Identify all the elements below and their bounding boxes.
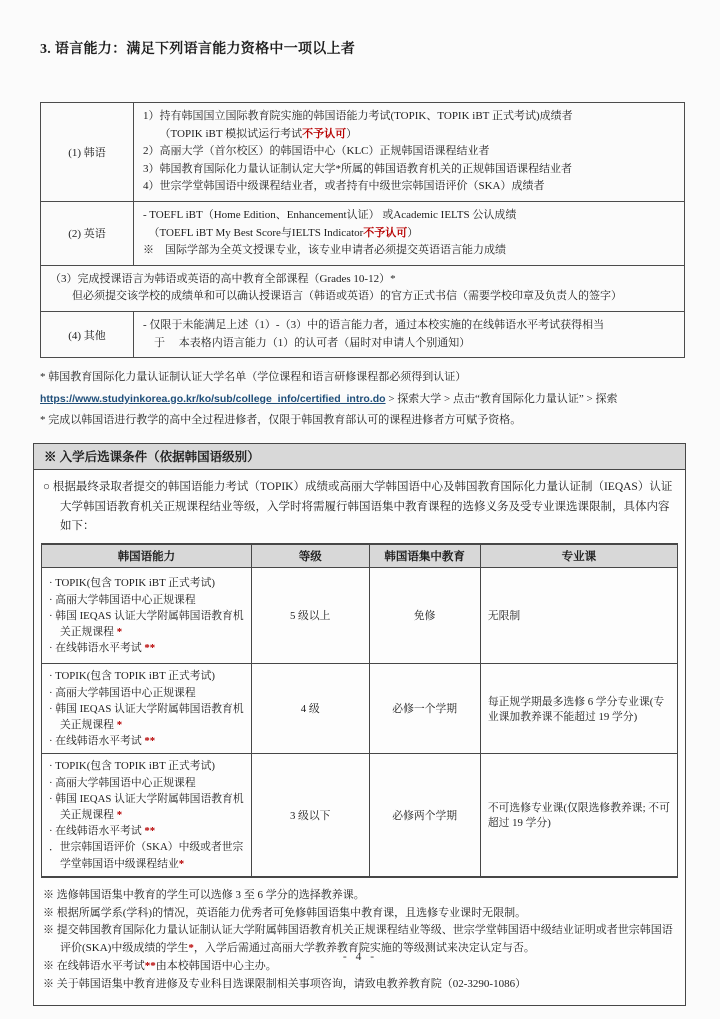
text-line: 1）持有韩国国立国际教育院实施的韩国语能力考试(TOPIK、TOPIK iBT 正式考试)成绩者: [143, 110, 573, 122]
column-header-intensive-education: 韩国语集中教育: [369, 544, 480, 568]
footnotes: [40, 367, 686, 431]
row-content-korean: [134, 103, 685, 202]
ability-cell: [42, 568, 252, 664]
level-cell: 5 级以上: [251, 568, 369, 664]
text-line: 2）高丽大学（首尔校区）的韩国语中心（KLC）正规韩国语课程结业者: [143, 145, 490, 158]
column-header-korean-ability: 韩国语能力: [42, 544, 252, 568]
footnote-korean-highschool: * 完成以韩国语进行教学的高中全过程进修者，仅限于韩国教育部认可的课程进修者方可赋予资格。: [40, 414, 522, 426]
table-row-level4: [42, 664, 678, 754]
page-number: - 4 -: [342, 951, 378, 963]
row-content-english: [134, 201, 685, 265]
row-label-english: (2) 英语: [41, 201, 134, 265]
text-line: ※ 国际学部为全英文授课专业，该专业申请者必须提交英语语言能力成绩: [143, 244, 506, 257]
intensive-cell: 必修两个学期: [369, 754, 480, 877]
level-cell: 4 级: [251, 664, 369, 754]
row-label-korean: (1) 韩语: [41, 103, 134, 202]
text-line: ※ 提交韩国教育国际化力量认证制认证大学附属韩国语教育机关正规课程结业等级、世宗学堂韩国语中级结业证明或者世宗韩国语评价(SKA)中级成绩的学生*，入学后需通过高丽大学教养教育院实施的等级测试来决定认定与否。: [43, 924, 673, 955]
row-content-other: [134, 311, 685, 357]
certified-universities-link[interactable]: https://www.studyinkorea.go.kr/ko/sub/college_info/certified_intro.do: [40, 392, 386, 405]
row-content-highschool: [41, 265, 685, 311]
table-row-korean: [41, 103, 685, 202]
major-cell: 不可选修专业课(仅限选修教养课; 不可超过 19 学分): [480, 754, 677, 877]
text-line: · TOPIK(包含 TOPIK iBT 正式考试): [49, 577, 215, 590]
table-header-row: [42, 544, 678, 568]
text-line: ※ 根据所属学系(学科)的情况，英语能力优秀者可免修韩国语集中教育课，且选修专业课时无限制。: [43, 906, 527, 919]
column-header-major-courses: 专业课: [480, 544, 677, 568]
language-qualification-table: [40, 102, 685, 358]
section-notes: [43, 887, 676, 994]
course-condition-table: [41, 543, 678, 877]
text-line: 4）世宗学堂韩国语中级课程结业者，或者持有中级世宗韩国语评价（SKA）成绩者: [143, 180, 545, 193]
level-cell: 3 级以下: [251, 754, 369, 877]
text-line: ※ 选修韩国语集中教育的学生可以选修 3 至 6 学分的选择教养课。: [43, 888, 365, 901]
table-row-level3-below: [42, 754, 678, 877]
text-line: · TOPIK(包含 TOPIK iBT 正式考试): [49, 670, 215, 683]
text-line: · 高丽大学韩国语中心正规课程: [49, 593, 196, 606]
course-selection-section: [33, 443, 686, 1005]
text-line: （3）完成授课语言为韩语或英语的高中教育全部课程（Grades 10-12）*: [50, 272, 396, 285]
major-cell: 无限制: [480, 568, 677, 664]
intensive-cell: 必修一个学期: [369, 664, 480, 754]
intensive-cell: 免修: [369, 568, 480, 664]
course-selection-body: [34, 470, 685, 1004]
table-row-level5: [42, 568, 678, 664]
page-title: 3. 语言能力：满足下列语言能力资格中一项以上者: [40, 42, 356, 57]
text-line: · TOPIK(包含 TOPIK iBT 正式考试): [49, 760, 215, 773]
column-header-level: 等级: [251, 544, 369, 568]
text-line: · 在线韩语水平考试 **: [49, 735, 156, 748]
footnote-link-line: [40, 389, 686, 410]
text-line: （TOPIK iBT 模拟试运行考试不予认可）: [143, 127, 358, 140]
text-line: · 高丽大学韩国语中心正规课程: [49, 686, 196, 699]
text-line: · 韩国 IEQAS 认证大学附属韩国语教育机关正规课程 *: [49, 702, 244, 731]
link-path-suffix: > 探索大学 > 点击“教育国际化力量认证” > 探索: [385, 392, 618, 405]
course-selection-header: ※ 入学后选课条件（依据韩国语级别）: [34, 444, 685, 470]
text-line: ．世宗韩国语评价（SKA）中级或者世宗学堂韩国语中级课程结业*: [49, 841, 244, 870]
text-line: （TOEFL iBT My Best Score与IELTS Indicator不予认可）: [143, 226, 419, 239]
text-line: ※ 关于韩国语集中教育进修及专业科目选课限制相关事项咨询，请致电教养教育院（02-3290-1086）: [43, 977, 527, 990]
text-line: ※ 在线韩语水平考试**由本校韩国语中心主办。: [43, 959, 277, 972]
text-line: - TOEFL iBT（Home Edition、Enhancement认证） 或Academic IELTS 公认成绩: [143, 208, 517, 221]
text-line: 于 本表格内语言能力（1）的认可者（届时对申请人个别通知）: [143, 336, 471, 349]
row-label-other: (4) 其他: [41, 311, 134, 357]
footnote-certified-list: * 韩国教育国际化力量认证制认证大学名单（学位课程和语言研修课程都必须得到认证）: [40, 371, 467, 384]
table-row-other: [41, 311, 685, 357]
ability-cell: [42, 754, 252, 877]
ability-cell: [42, 664, 252, 754]
text-line: · 高丽大学韩国语中心正规课程: [49, 776, 196, 789]
text-line: 但必须提交该学校的成绩单和可以确认授课语言（韩语或英语）的官方正式书信（需要学校印章及负责人的签字）: [50, 290, 622, 303]
text-line: · 韩国 IEQAS 认证大学附属韩国语教育机关正规课程 *: [49, 792, 244, 821]
text-line: 3）韩国教育国际化力量认证制认定大学*所属的韩国语教育机关的正规韩国语课程结业者: [143, 162, 572, 175]
text-line: · 韩国 IEQAS 认证大学附属韩国语教育机关正规课程 *: [49, 609, 244, 638]
intro-paragraph: ○ 根据最终录取者提交的韩国语能力考试（TOPIK）成绩或高丽大学韩国语中心及韩国教育国际化力量认证制（IEQAS）认证大学韩国语教育机关正规课程结业等级，入学时将需履行韩国语集中教育课程的选修义务及受专业课选课限制，具体内容如下：: [43, 481, 673, 533]
text-line: - 仅限于未能满足上述（1）-（3）中的语言能力者，通过本校实施的在线韩语水平考试获得相当: [143, 318, 605, 331]
major-cell: 每正规学期最多选修 6 学分专业课(专业课加教养课不能超过 19 学分): [480, 664, 677, 754]
text-line: · 在线韩语水平考试 **: [49, 825, 156, 838]
table-row-highschool: [41, 265, 685, 311]
text-line: · 在线韩语水平考试 **: [49, 642, 156, 655]
table-row-english: [41, 201, 685, 265]
